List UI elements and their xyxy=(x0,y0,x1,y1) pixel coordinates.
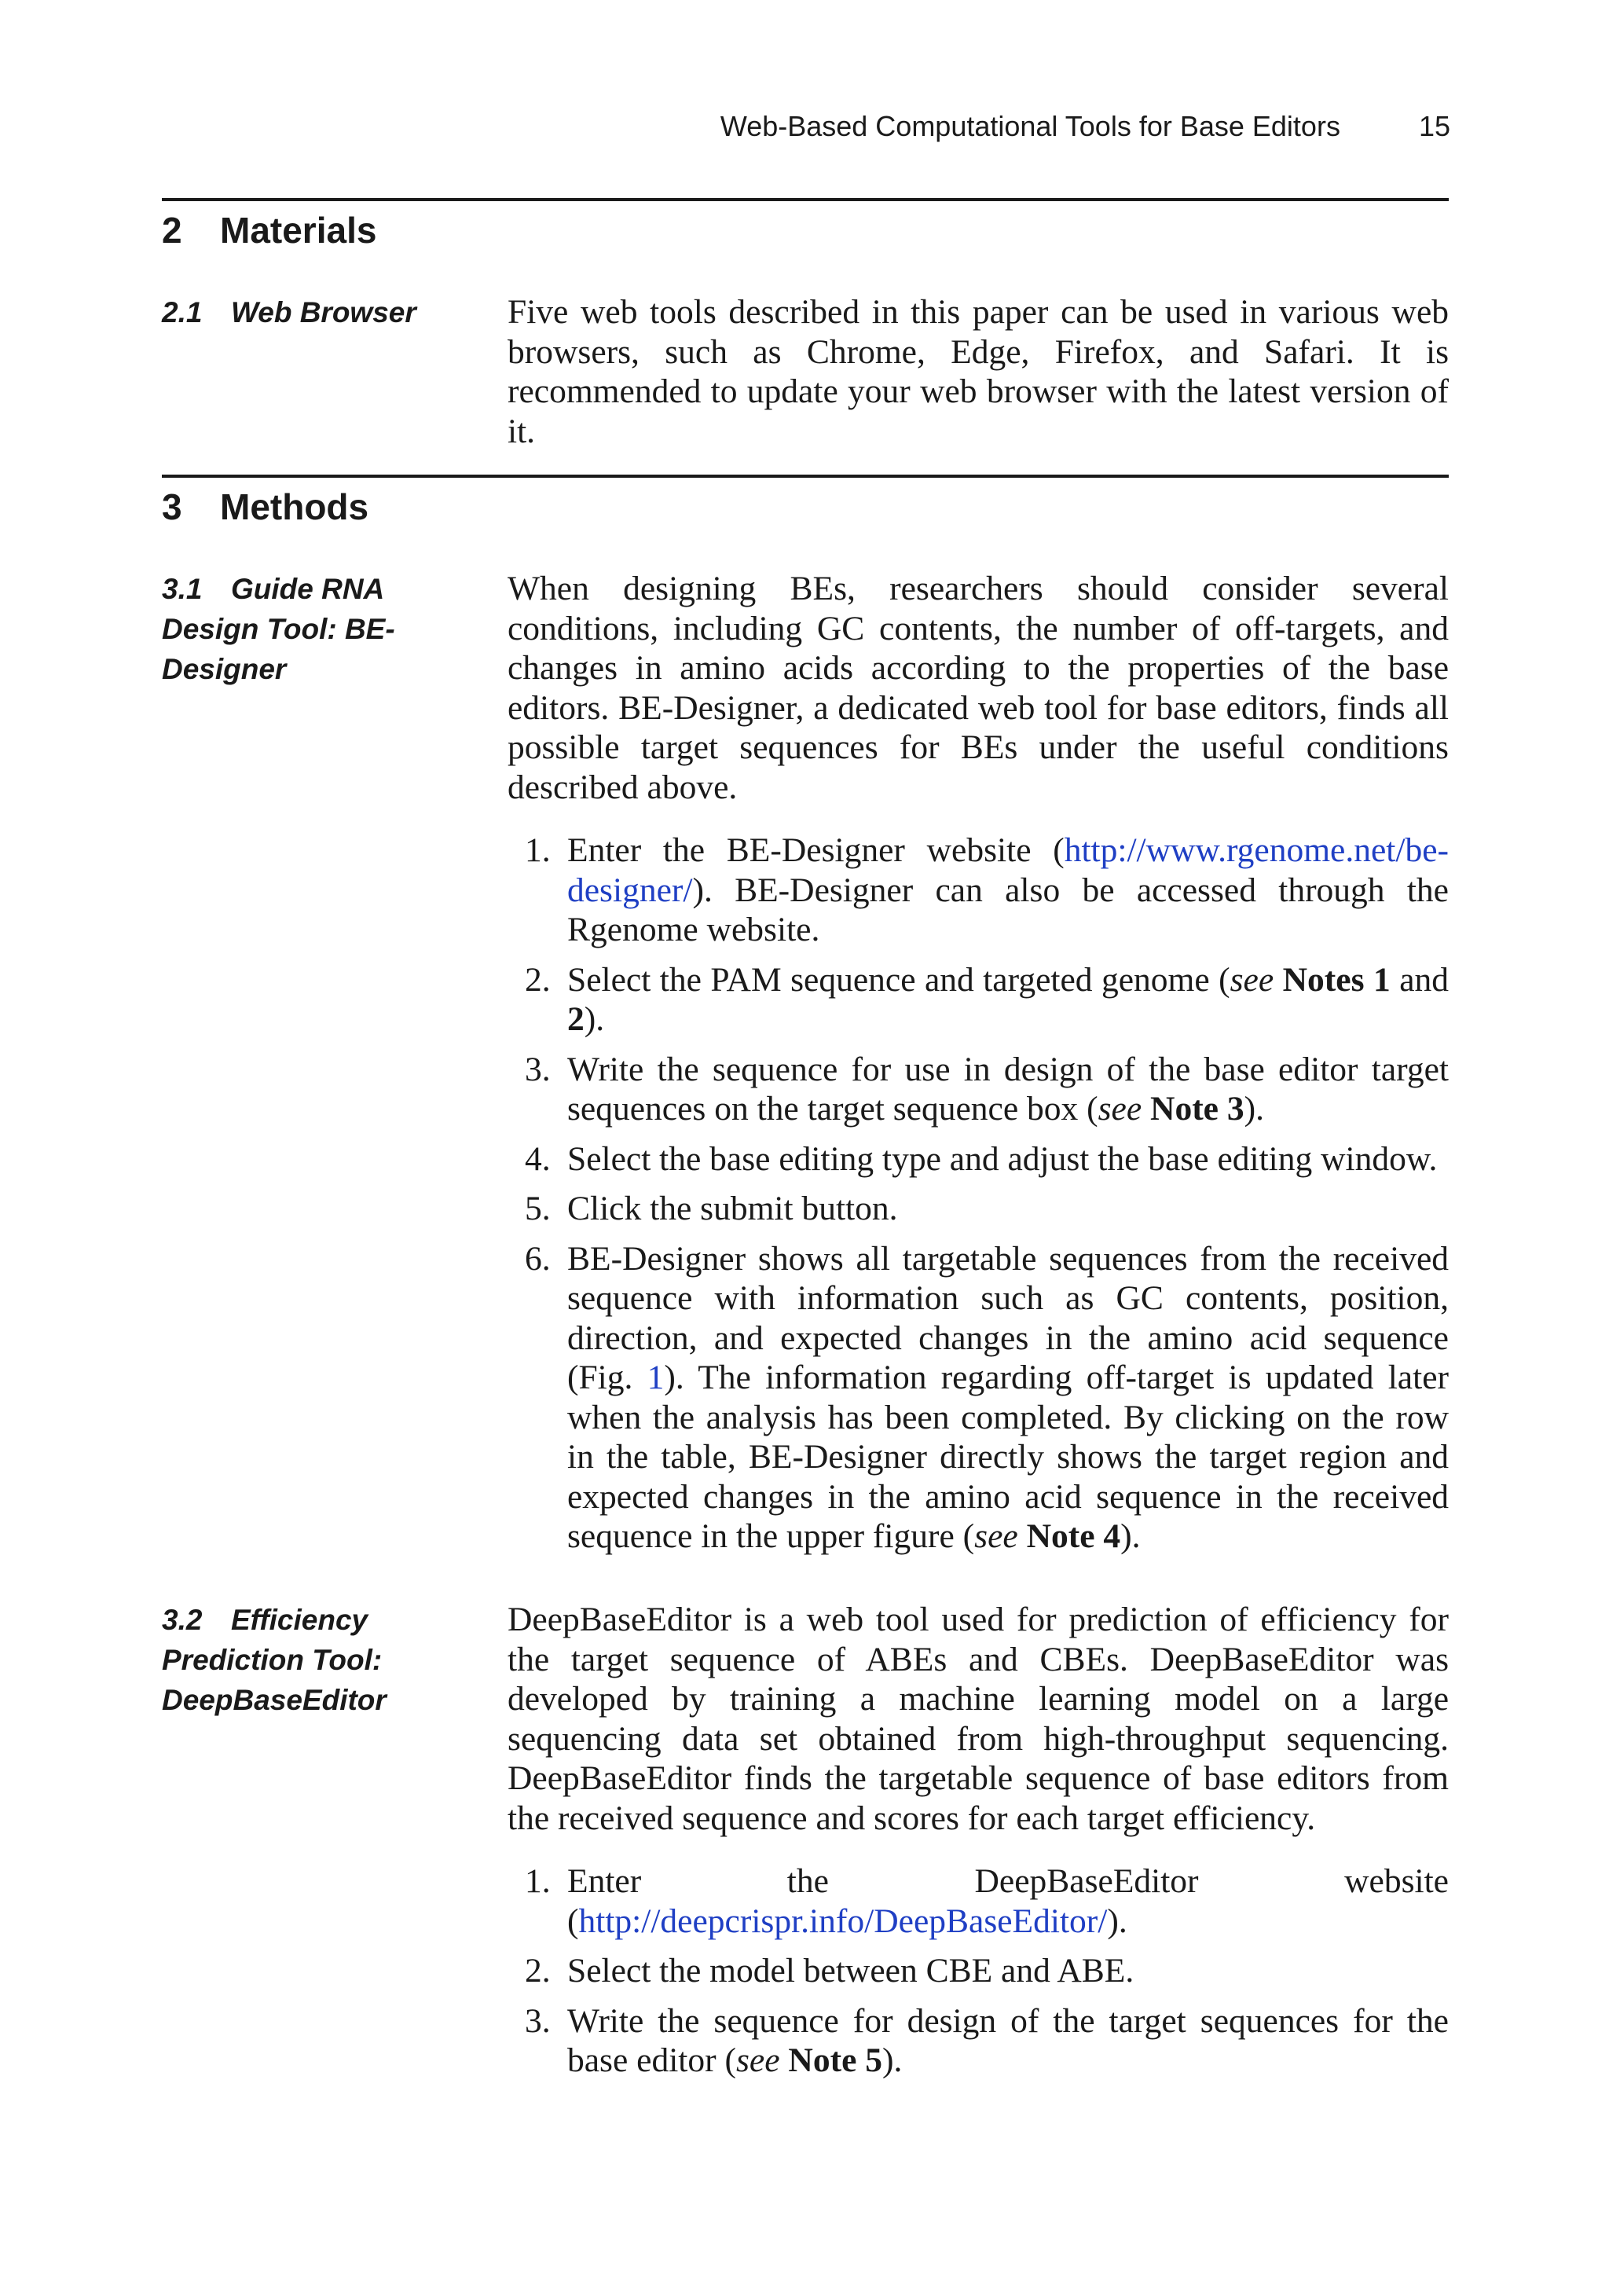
be-designer-steps xyxy=(508,831,1449,1557)
subsection-label-2-1 xyxy=(162,292,429,332)
step-text: Enter the BE-Designer website ( xyxy=(567,831,1065,869)
figure-1-link[interactable]: 1 xyxy=(647,1359,665,1396)
step-number: 6. xyxy=(525,1239,551,1278)
step-number: 4. xyxy=(525,1139,551,1178)
subsection-number: 3.1 xyxy=(162,573,203,605)
step-text: ). xyxy=(1120,1517,1141,1555)
see-text: see xyxy=(736,2041,780,2079)
step-text: Click the submit button. xyxy=(567,1190,898,1227)
step-number: 5. xyxy=(525,1190,551,1227)
list-item xyxy=(508,2001,1449,2081)
list-item xyxy=(508,1139,1449,1179)
subsection-title-line2: Design Tool: BE- xyxy=(162,613,395,645)
section-title: Materials xyxy=(220,210,377,251)
note-ref: Notes 1 xyxy=(1282,960,1391,999)
list-item xyxy=(508,960,1449,1040)
subsection-label-3-2 xyxy=(162,1600,429,1720)
list-item xyxy=(508,831,1449,950)
step-text: and xyxy=(1390,960,1450,999)
see-text: see xyxy=(1098,1090,1142,1128)
be-designer-paragraph: When designing BEs, researchers should consider several conditions, including GC contents, the number of off-targets, and changes in amino acids according to the properties of the base editors. BE-Designer, a dedicated web tool for base editors, finds all possible target sequences for BEs under the useful conditions described above. xyxy=(508,570,1449,806)
subsection-title-line3: Designer xyxy=(162,653,287,685)
deepbaseeditor-url-link[interactable]: http://deepcrispr.info/DeepBaseEditor/ xyxy=(578,1902,1108,1940)
subsection-title-line1: Efficiency xyxy=(231,1604,368,1636)
step-number: 2. xyxy=(525,1952,551,1990)
running-title: Web-Based Computational Tools for Base Editors xyxy=(720,110,1340,142)
subsection-label-3-1 xyxy=(162,569,429,689)
step-text: Select the PAM sequence and targeted genome ( xyxy=(567,960,1230,999)
section-number: 2 xyxy=(162,210,182,251)
step-number: 2. xyxy=(525,960,551,999)
web-browser-paragraph xyxy=(508,292,1449,451)
note-ref: Note 4 xyxy=(1026,1517,1121,1555)
be-designer-section xyxy=(508,569,1449,1567)
step-number: 1. xyxy=(525,831,551,869)
deepbaseeditor-steps xyxy=(508,1861,1449,2081)
section-heading-methods xyxy=(162,486,368,528)
step-text: ). xyxy=(1244,1090,1264,1128)
list-item xyxy=(508,1050,1449,1129)
step-number: 1. xyxy=(525,1862,551,1900)
paragraph-text: Five web tools described in this paper can be used in various web browsers, such as Chrome, Edge, Firefox, and Safari. It is recommended to update your web browser with the latest version of it. xyxy=(508,293,1449,450)
deepbaseeditor-section xyxy=(508,1600,1449,2091)
step-text: Write the sequence for design of the target sequences for the base editor ( xyxy=(567,2001,1449,2079)
page-number: 15 xyxy=(1418,110,1450,142)
note-ref: 2 xyxy=(567,1000,585,1038)
step-text: ). The information regarding off-target is updated later when the analysis has been completed. By clicking on the row in the table, BE-Designer directly shows the target region and expected changes in the amino acid sequence in the received sequence in the upper figure ( xyxy=(567,1359,1449,1555)
list-item xyxy=(508,1861,1449,1941)
step-text: BE-Designer shows all targetable sequences from the received sequence with information such as GC contents, position, direction, and expected changes in the amino acid sequence (Fig. xyxy=(567,1239,1449,1396)
list-item xyxy=(508,1951,1449,1991)
step-text: Select the model between CBE and ABE. xyxy=(567,1952,1134,1990)
subsection-number: 3.2 xyxy=(162,1604,203,1636)
subsection-title-line3: DeepBaseEditor xyxy=(162,1684,387,1716)
section-rule xyxy=(162,198,1449,201)
list-item xyxy=(508,1239,1449,1557)
deepbaseeditor-paragraph: DeepBaseEditor is a web tool used for prediction of efficiency for the target sequence of ABEs and CBEs. DeepBaseEditor was developed by training a machine learning model on a large sequencing data set obtained from high-throughput sequencing. DeepBaseEditor finds the targetable sequence of base editors from the received sequence and scores for each target efficiency. xyxy=(508,1601,1449,1837)
step-number: 3. xyxy=(525,2001,551,2040)
section-title: Methods xyxy=(220,486,369,527)
subsection-title-line2: Prediction Tool: xyxy=(162,1644,383,1676)
subsection-number: 2.1 xyxy=(162,296,203,328)
step-text: ). BE-Designer can also be accessed through the Rgenome website. xyxy=(567,871,1449,948)
running-head xyxy=(720,110,1450,143)
step-text: Select the base editing type and adjust the base editing window. xyxy=(567,1139,1438,1178)
step-text: Write the sequence for use in design of the base editor target sequences on the target sequence box ( xyxy=(567,1050,1449,1128)
note-ref: Note 5 xyxy=(788,2041,883,2079)
list-item xyxy=(508,1189,1449,1229)
step-number: 3. xyxy=(525,1050,551,1088)
be-designer-url-link[interactable]: http://www.rgenome.net/be-designer/ xyxy=(567,831,1449,909)
see-text: see xyxy=(974,1517,1018,1555)
step-text: Enter the DeepBaseEditor website ( xyxy=(567,1862,1449,1940)
subsection-title: Web Browser xyxy=(231,296,416,328)
section-heading-materials xyxy=(162,209,376,251)
section-rule xyxy=(162,475,1449,478)
see-text: see xyxy=(1230,960,1274,999)
step-text: ). xyxy=(584,1000,605,1038)
subsection-title-line1: Guide RNA xyxy=(231,573,385,605)
note-ref: Note 3 xyxy=(1150,1090,1244,1128)
section-number: 3 xyxy=(162,486,182,527)
step-text: ). xyxy=(882,2041,903,2079)
step-text: ). xyxy=(1107,1902,1127,1940)
